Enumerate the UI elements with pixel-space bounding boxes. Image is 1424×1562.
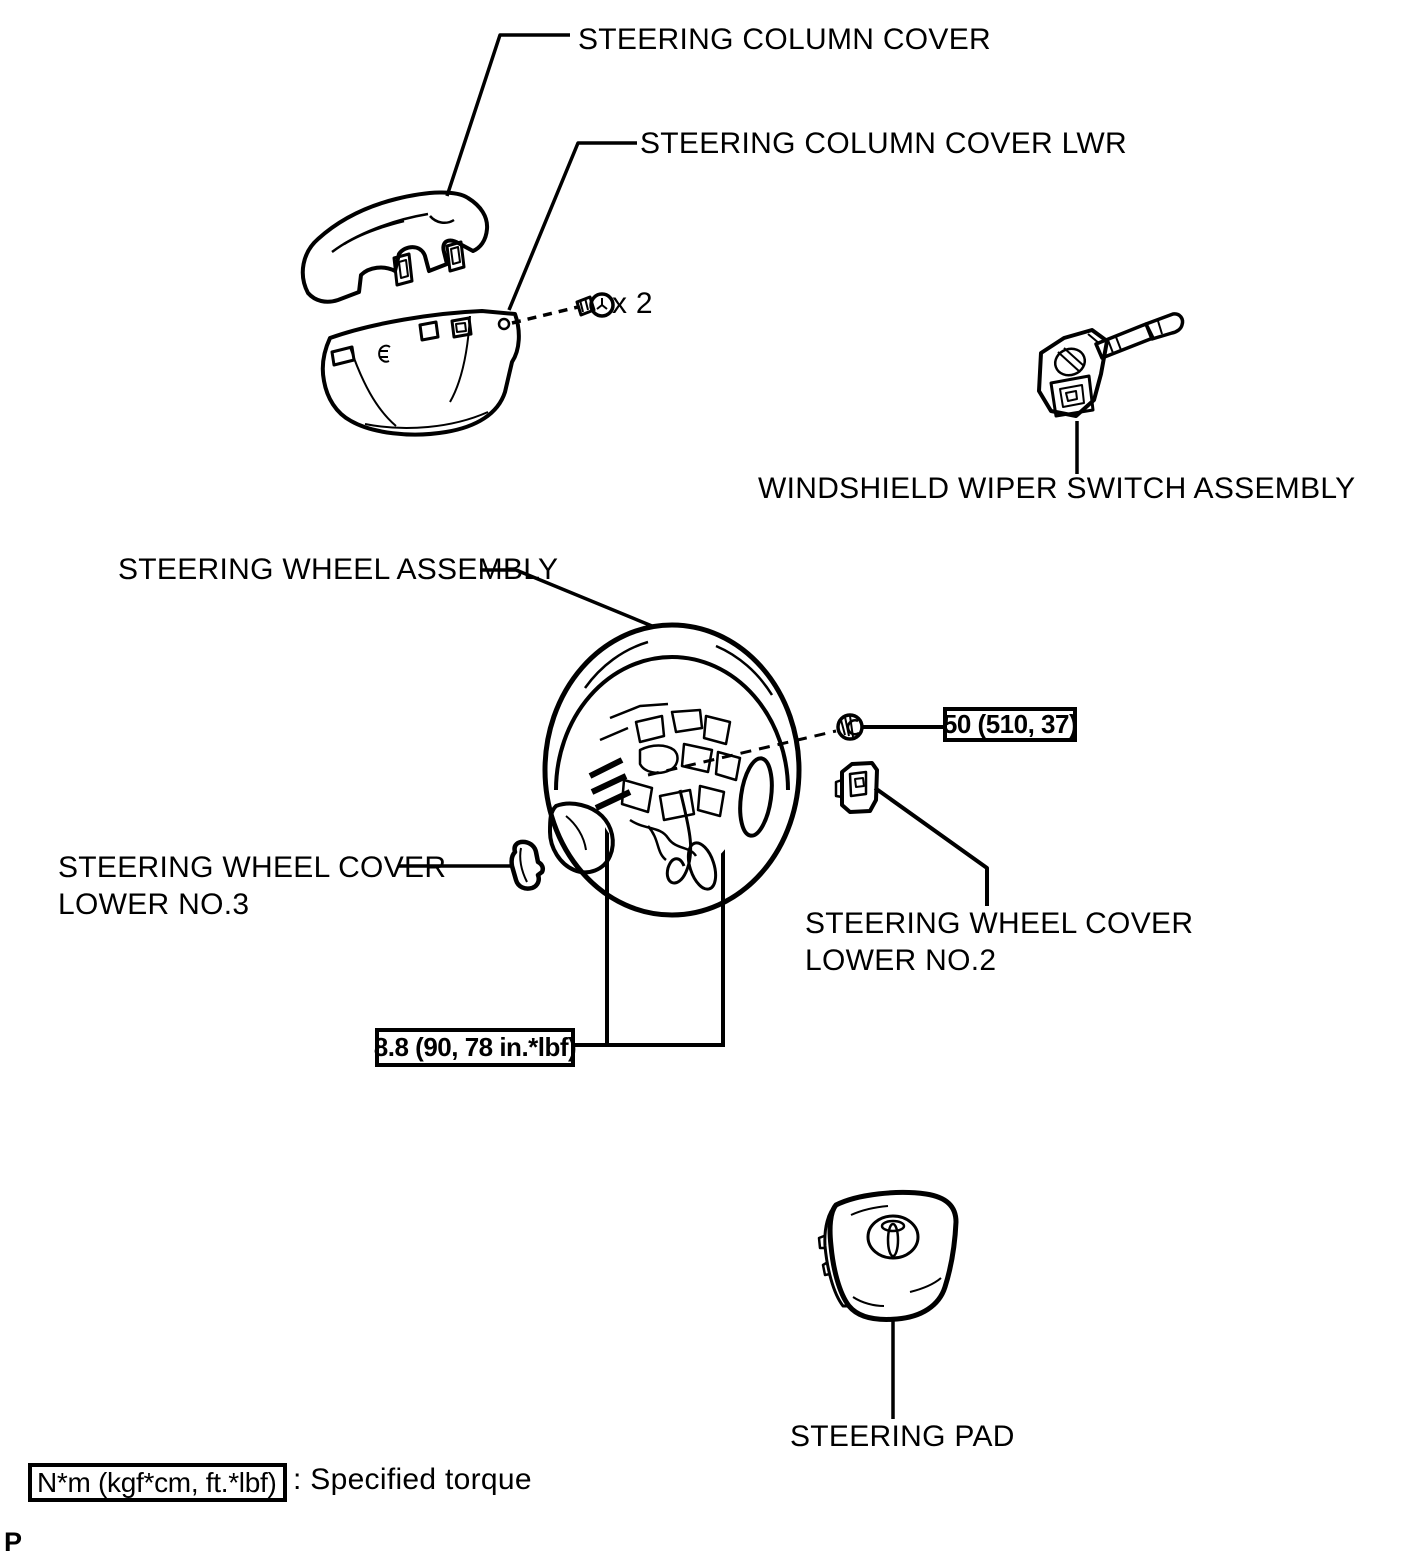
toyota-logo-icon — [868, 1216, 918, 1258]
screw-drawing — [577, 294, 613, 316]
leader-steering-column-cover — [447, 35, 570, 196]
leader-cover-lower-no2 — [875, 788, 987, 906]
steering-wheel-cover-lower-no3-drawing — [512, 842, 543, 889]
screw-alignment-dashed-line — [512, 307, 578, 323]
steering-column-cover-lwr-drawing — [323, 311, 519, 435]
label-line: STEERING WHEEL COVER — [805, 907, 1194, 940]
steering-pad-drawing — [819, 1192, 956, 1319]
leader-steering-column-cover-lwr — [509, 143, 637, 310]
label-steering-column-cover-lwr: STEERING COLUMN COVER LWR — [640, 127, 1127, 160]
steering-column-cover-drawing — [303, 192, 487, 301]
steering-wheel-set-nut-drawing — [838, 715, 862, 739]
steering-wheel-cover-lower-no2-drawing — [836, 763, 877, 812]
legend-torque-units-box: N*m (kgf*cm, ft.*lbf) — [28, 1463, 287, 1502]
label-windshield-wiper-switch-assembly: WINDSHIELD WIPER SWITCH ASSEMBLY — [758, 472, 1356, 505]
torque-spec-wheel-set-nut: 50 (510, 37) — [943, 707, 1077, 742]
label-line: LOWER NO.3 — [58, 888, 250, 921]
label-line: LOWER NO.2 — [805, 944, 997, 977]
torque-spec-wheel-cover-screws: 8.8 (90, 78 in.*lbf) — [375, 1028, 575, 1067]
label-steering-pad: STEERING PAD — [790, 1420, 1015, 1453]
windshield-wiper-switch-drawing — [1039, 314, 1183, 416]
label-steering-column-cover: STEERING COLUMN COVER — [578, 23, 992, 56]
label-steering-wheel-assembly: STEERING WHEEL ASSEMBLY — [118, 553, 559, 586]
label-steering-wheel-cover-lower-no3 — [58, 849, 458, 923]
steering-wheel-drawing — [545, 625, 836, 915]
label-screw-count: x 2 — [612, 287, 653, 320]
legend-description: : Specified torque — [293, 1463, 532, 1496]
label-line: STEERING WHEEL COVER — [58, 851, 447, 884]
label-steering-wheel-cover-lower-no2 — [805, 905, 1205, 979]
page-marker: P — [4, 1527, 23, 1557]
